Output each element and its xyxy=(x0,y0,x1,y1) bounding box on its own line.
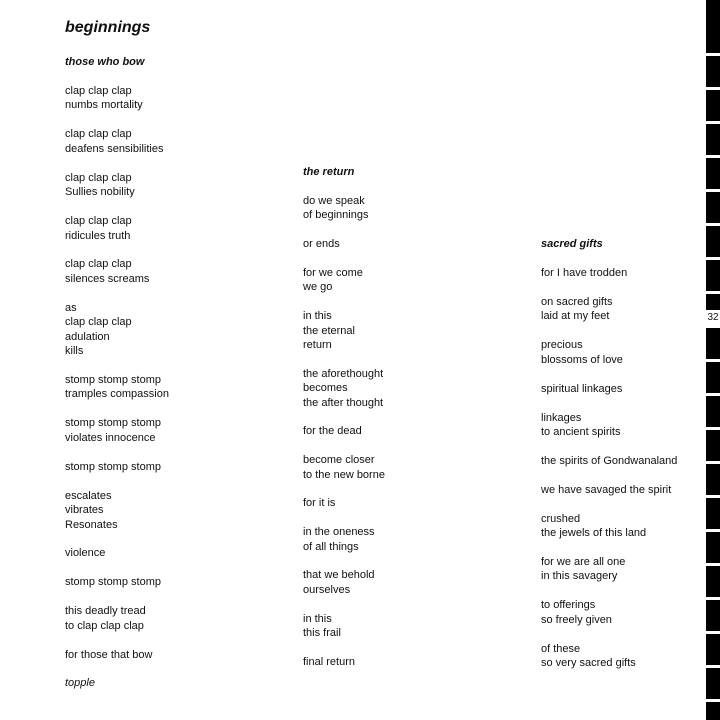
poem-line: numbs mortality xyxy=(65,99,143,112)
poem-line: ridicules truth xyxy=(65,229,131,242)
poem-line: for those that bow xyxy=(65,648,153,661)
poem-line: kills xyxy=(65,345,84,358)
poem-line: vibrates xyxy=(65,504,104,517)
poem-title: the return xyxy=(303,166,355,178)
edge-tab-separator xyxy=(706,461,720,464)
poem-line: stomp stomp stomp xyxy=(65,460,161,473)
edge-tab-separator xyxy=(706,393,720,396)
poem-line: crushed xyxy=(541,512,581,525)
poem-line: escalates xyxy=(65,489,112,502)
edge-tab-separator xyxy=(706,427,720,430)
poem-line: this deadly tread xyxy=(65,605,146,618)
poem-line: the eternal xyxy=(303,324,355,337)
poem-line: so freely given xyxy=(541,613,612,626)
poem-line: blossoms of love xyxy=(541,353,623,366)
poem-line: stomp stomp stomp xyxy=(65,417,161,430)
edge-tab-separator xyxy=(706,563,720,566)
edge-tab-separator xyxy=(706,189,720,192)
poem-line: violates innocence xyxy=(65,431,156,444)
poem-line: violence xyxy=(65,547,106,560)
poem-line: we go xyxy=(303,281,333,294)
poem-line: as xyxy=(65,301,77,314)
edge-tab-separator xyxy=(706,53,720,56)
poem-line: the jewels of this land xyxy=(541,527,647,540)
poem-line: on sacred gifts xyxy=(541,295,613,308)
poem-line: for I have trodden xyxy=(541,267,628,279)
edge-tab-separator xyxy=(706,597,720,600)
poem-line: final return xyxy=(303,655,355,668)
poem-line: in this xyxy=(303,310,332,323)
edge-tab-separator xyxy=(706,87,720,90)
poem-line: tramples compassion xyxy=(65,388,169,401)
edge-tab-separator xyxy=(706,495,720,498)
poem-line: do we speak xyxy=(303,195,365,207)
poem-line: for the dead xyxy=(303,425,362,438)
poem-line: for it is xyxy=(303,497,336,510)
poem-line: become closer xyxy=(303,454,375,467)
edge-tab-separator xyxy=(706,699,720,702)
edge-tab-separator xyxy=(706,155,720,158)
poem-line: linkages xyxy=(541,411,582,424)
poem-line: becomes xyxy=(303,382,348,395)
poem-line: in this xyxy=(303,612,332,625)
poem-line: for we come xyxy=(303,267,363,279)
poem-line: for we are all one xyxy=(541,556,626,568)
poem-line: the spirits of Gondwanaland xyxy=(541,454,678,467)
poem-line: of all things xyxy=(303,540,359,553)
poem-line: clap clap clap xyxy=(65,258,132,271)
poem-line: in this savagery xyxy=(541,570,618,583)
poem-line: so very sacred gifts xyxy=(541,657,636,670)
poem-title: sacred gifts xyxy=(541,238,603,250)
edge-tab-separator xyxy=(706,665,720,668)
poem-line: Resonates xyxy=(65,518,118,531)
edge-tab-separator xyxy=(706,223,720,226)
poem-line: clap clap clap xyxy=(65,215,132,228)
edge-tab-separator xyxy=(706,529,720,532)
poem-line: this frail xyxy=(303,627,341,639)
edge-tab-separator xyxy=(706,291,720,294)
poem-line: to clap clap clap xyxy=(65,619,144,632)
poem-line: to the new borne xyxy=(303,468,385,481)
poem-line: return xyxy=(303,339,332,351)
edge-tab-separator xyxy=(706,121,720,124)
edge-tab-separator xyxy=(706,631,720,634)
poem-line: the aforethought xyxy=(303,367,384,380)
poem-line: clap clap clap xyxy=(65,171,132,184)
poem-line: of these xyxy=(541,642,581,655)
poem-line: ourselves xyxy=(303,583,351,596)
poem-line: laid at my feet xyxy=(541,310,610,323)
poem-line: of beginnings xyxy=(303,209,369,222)
edge-tab-separator xyxy=(706,359,720,362)
poem-line: stomp stomp stomp xyxy=(65,374,161,386)
poem-title: those who bow xyxy=(65,56,145,68)
poem-line: precious xyxy=(541,339,583,352)
poem-line: Sullies nobility xyxy=(65,186,135,199)
page-title: beginnings xyxy=(65,19,151,36)
poem-line: that we behold xyxy=(303,569,375,582)
poem-line: adulation xyxy=(65,330,110,343)
poem-line: deafens sensibilities xyxy=(65,142,164,155)
poem-line: clap clap clap xyxy=(65,316,132,329)
poem-line: clap clap clap xyxy=(65,128,132,141)
poem-line: or ends xyxy=(303,238,340,251)
poem-line: in the oneness xyxy=(303,526,375,539)
poem-line: the after thought xyxy=(303,396,384,409)
poem-line: silences screams xyxy=(65,272,150,285)
poem-line: spiritual linkages xyxy=(541,382,623,395)
poem-line: we have savaged the spirit xyxy=(541,483,672,496)
page-number: 32 xyxy=(707,312,719,323)
poem-line: stomp stomp stomp xyxy=(65,576,161,589)
poem-line: clap clap clap xyxy=(65,85,132,97)
poem-line: topple xyxy=(65,677,95,690)
poem-line: to ancient spirits xyxy=(541,425,621,438)
edge-tab-separator xyxy=(706,257,720,260)
poem-line: to offerings xyxy=(541,599,596,612)
